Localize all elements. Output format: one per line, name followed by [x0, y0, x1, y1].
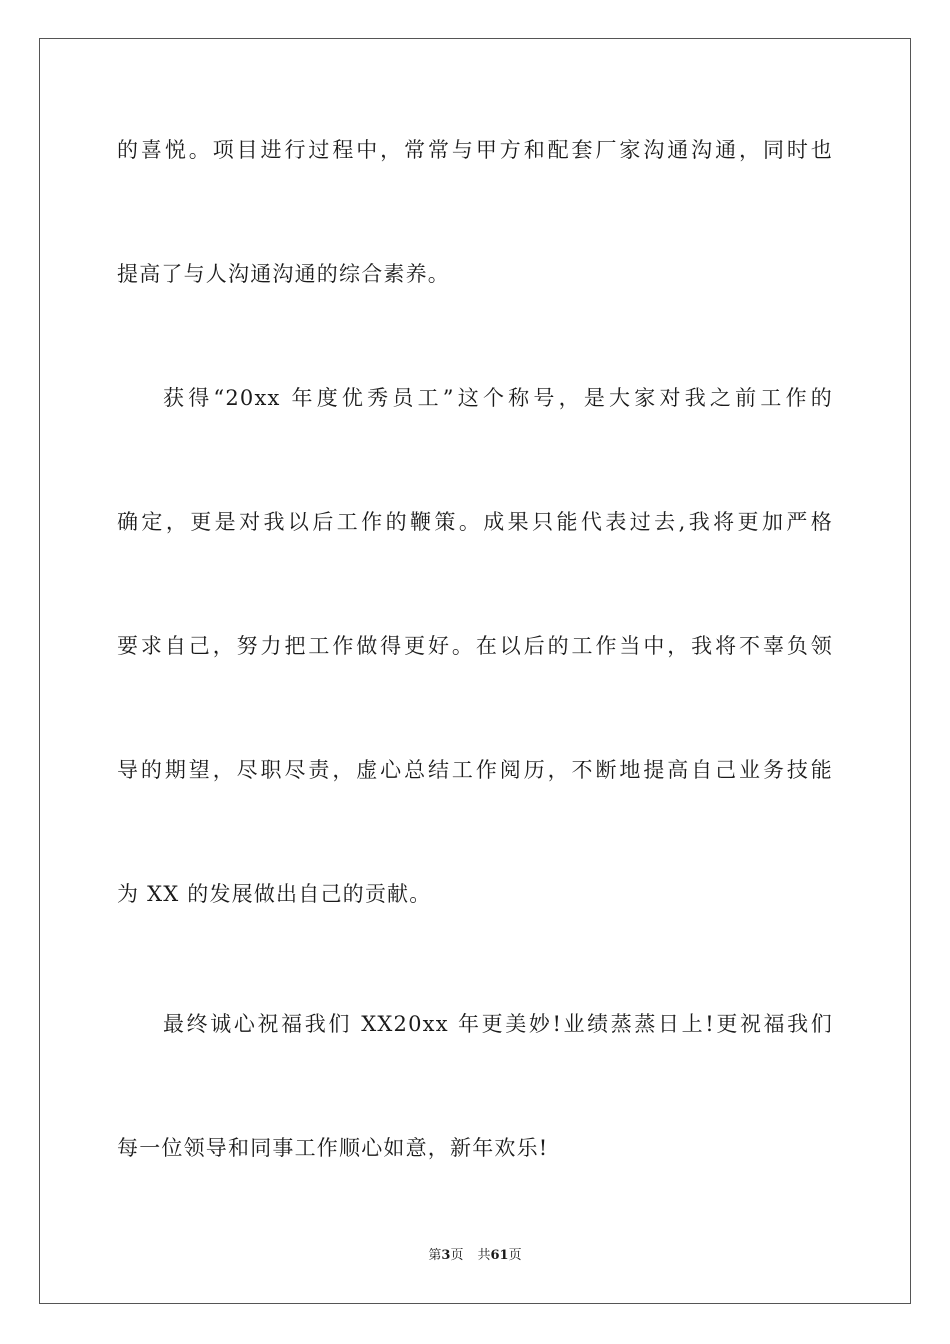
body-text-line: 导的期望，尽职尽责，虚心总结工作阅历，不断地提高自己业务技能 — [117, 758, 833, 782]
body-text-line: 获得“20xx 年度优秀员工”这个称号，是大家对我之前工作的 — [163, 386, 833, 410]
page-number: 3 — [441, 1248, 451, 1263]
body-text-line: 为 XX 的发展做出自己的贡献。 — [117, 882, 432, 906]
total-pages: 61 — [490, 1248, 509, 1263]
page-prefix: 第 — [428, 1248, 442, 1263]
body-text-line: 的喜悦。项目进行过程中，常常与甲方和配套厂家沟通沟通，同时也 — [117, 138, 833, 162]
body-text-line: 要求自己，努力把工作做得更好。在以后的工作当中，我将不辜负领 — [117, 634, 833, 658]
body-text-line: 确定，更是对我以后工作的鞭策。成果只能代表过去,我将更加严格 — [117, 510, 833, 534]
total-suffix: 页 — [508, 1248, 522, 1263]
page-footer — [0, 1246, 950, 1266]
body-text-line: 每一位领导和同事工作顺心如意，新年欢乐! — [117, 1136, 549, 1160]
page-suffix: 页 — [450, 1248, 464, 1263]
page-frame — [39, 38, 911, 1304]
body-text-line: 最终诚心祝福我们 XX20xx 年更美妙!业绩蒸蒸日上!更祝福我们 — [163, 1012, 833, 1036]
body-text-line: 提高了与人沟通沟通的综合素养。 — [117, 262, 450, 286]
total-prefix: 共 — [477, 1248, 491, 1263]
